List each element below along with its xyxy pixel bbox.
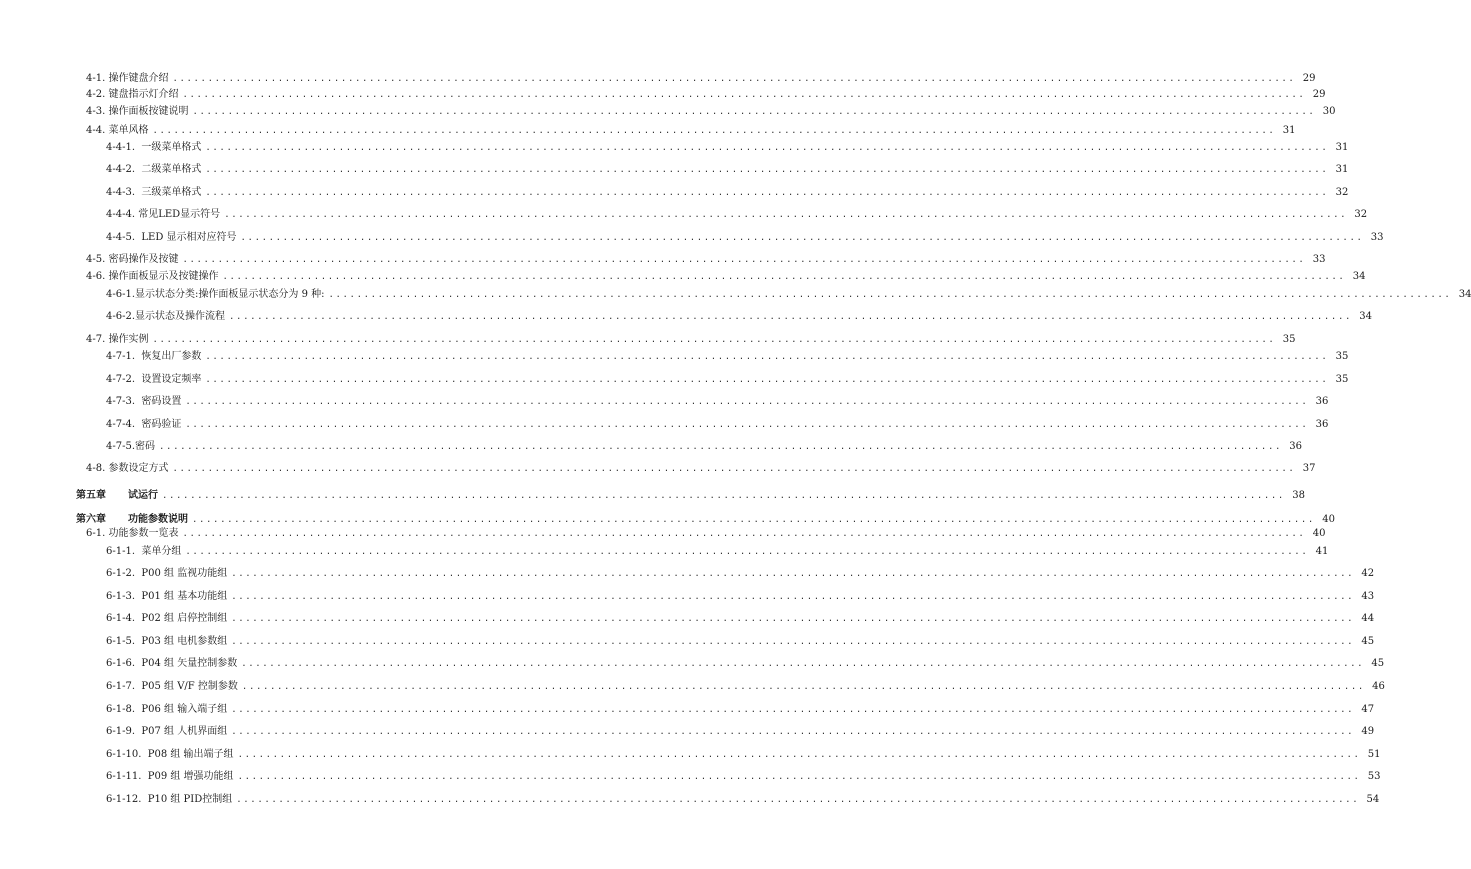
dot-leader: ................................................................................................................................................................: [185, 420, 1309, 430]
dot-leader: ................................................................................................................................................................: [328, 290, 1452, 300]
section-number: 6-1-3.: [106, 591, 136, 602]
dot-leader: ................................................................................................................................................................: [237, 750, 1361, 760]
dot-leader: ................................................................................................................................................................: [241, 659, 1365, 669]
toc-entry[interactable]: [86, 333, 1296, 347]
section-number: 4-4-5.: [106, 232, 136, 243]
section-number: 4-6-2.: [106, 311, 136, 322]
toc-entry-label: [106, 680, 238, 693]
section-title: 操作键盘介绍: [108, 73, 169, 84]
section-number: 6-1-10.: [106, 749, 142, 760]
toc-entry-label: [86, 333, 148, 346]
toc-entry-label: [106, 350, 201, 363]
section-number: 4-7-1.: [106, 351, 136, 362]
toc-entry[interactable]: [106, 440, 1302, 454]
toc-entry[interactable]: [86, 72, 1316, 86]
section-title: P04 组 矢量控制参数: [141, 658, 238, 669]
page-number: 32: [1354, 209, 1368, 220]
page-number: 38: [1292, 490, 1305, 501]
page-number: 30: [1322, 106, 1336, 117]
section-number: 6-1-2.: [106, 568, 136, 579]
section-title: P06 组 输入端子组: [141, 704, 228, 715]
section-number: 6-1-5.: [106, 636, 136, 647]
section-number: 6-1-6.: [106, 658, 136, 669]
section-title: 参数设定方式: [108, 463, 169, 474]
toc-entry[interactable]: [106, 770, 1381, 784]
toc-entry[interactable]: [106, 748, 1381, 762]
toc-entry[interactable]: [86, 88, 1326, 102]
section-number: 6-1-9.: [106, 726, 136, 737]
dot-leader: ................................................................................................................................................................: [172, 74, 1296, 84]
toc-entry[interactable]: [106, 590, 1375, 604]
toc-entry-label: [86, 105, 188, 118]
dot-leader: ................................................................................................................................................................: [224, 210, 1348, 220]
section-title: 菜单风格: [108, 125, 149, 136]
section-title: 密码操作及按键: [108, 254, 179, 265]
toc-entry[interactable]: [106, 395, 1329, 409]
dot-leader: ................................................................................................................................................................: [229, 312, 1352, 322]
dot-leader: ................................................................................................................................................................: [182, 90, 1306, 100]
section-title: 三级菜单格式: [141, 187, 202, 198]
toc-entry[interactable]: [86, 527, 1326, 541]
dot-leader: ................................................................................................................................................................: [205, 143, 1329, 153]
toc-entry-label: [106, 770, 234, 783]
page-number: 31: [1335, 164, 1349, 175]
toc-entry-label: [106, 612, 227, 625]
toc-entry[interactable]: [106, 418, 1329, 432]
section-title: P00 组 监视功能组: [141, 568, 228, 579]
page-number: 29: [1302, 73, 1316, 84]
dot-leader: ................................................................................................................................................................: [222, 272, 1346, 282]
page-number: 43: [1361, 591, 1375, 602]
toc-entry[interactable]: [86, 253, 1326, 267]
dot-leader: ................................................................................................................................................................: [185, 547, 1309, 557]
section-title: 显示状态分类:操作面板显示状态分为 9 种:: [135, 289, 325, 300]
chapter-number: 第六章: [76, 514, 106, 525]
toc-entry-label: [86, 88, 178, 101]
section-title: P08 组 输出端子组: [147, 749, 234, 760]
dot-leader: ................................................................................................................................................................: [172, 464, 1296, 474]
toc-entry[interactable]: [106, 680, 1385, 694]
page-number: 45: [1371, 658, 1385, 669]
page-number: 34: [1458, 289, 1471, 300]
page-number: 40: [1322, 514, 1335, 525]
section-number: 6-1-12.: [106, 794, 142, 805]
toc-entry-label: [106, 163, 201, 176]
section-number: 4-7-3.: [106, 396, 136, 407]
section-number: 4-6.: [86, 271, 106, 282]
toc-entry-label: [86, 270, 218, 283]
section-title: 常见LED显示符号: [138, 209, 221, 220]
toc-entry-label: [106, 545, 181, 558]
section-title: 操作面板显示及按键操作: [108, 271, 219, 282]
section-number: 4-7-5.: [106, 441, 136, 452]
section-title: 操作实例: [108, 334, 149, 345]
section-title: P02 组 启停控制组: [141, 613, 228, 624]
section-number: 6-1-11.: [106, 771, 142, 782]
dot-leader: ................................................................................................................................................................: [205, 165, 1329, 175]
toc-entry[interactable]: [86, 124, 1296, 138]
toc-entry-label: [106, 567, 227, 580]
page-number: 29: [1312, 89, 1326, 100]
section-title: P05 组 V/F 控制参数: [141, 681, 238, 692]
section-number: 4-3.: [86, 106, 106, 117]
toc-entry[interactable]: [106, 186, 1349, 200]
chapter-title: 功能参数说明: [128, 514, 188, 525]
section-title: 设置设定频率: [141, 374, 202, 385]
page-number: 36: [1315, 419, 1329, 430]
page-number: 51: [1367, 749, 1381, 760]
toc-entry-label: [106, 208, 220, 221]
toc-entry[interactable]: [86, 105, 1336, 119]
page-number: 33: [1370, 232, 1384, 243]
toc-entry-label: [86, 124, 148, 137]
section-title: 二级菜单格式: [141, 164, 202, 175]
section-number: 6-1-4.: [106, 613, 136, 624]
toc-entry[interactable]: [106, 703, 1375, 717]
toc-entry[interactable]: [106, 288, 1471, 302]
dot-leader: ................................................................................................................................................................: [162, 491, 1285, 501]
page-number: 40: [1312, 528, 1326, 539]
section-number: 6-1-1.: [106, 546, 136, 557]
section-number: 4-4-3.: [106, 187, 136, 198]
toc-entry-label: [106, 141, 201, 154]
page-number: 42: [1361, 568, 1375, 579]
section-number: 4-4.: [86, 125, 106, 136]
section-title: P07 组 人机界面组: [141, 726, 228, 737]
toc-entry-label: [106, 288, 325, 301]
page-number: 34: [1352, 271, 1366, 282]
section-number: 6-1.: [86, 528, 106, 539]
dot-leader: ................................................................................................................................................................: [231, 569, 1355, 579]
toc-entry-label: [86, 72, 168, 85]
section-title: 密码验证: [141, 419, 182, 430]
page-number: 47: [1361, 704, 1375, 715]
dot-leader: ................................................................................................................................................................: [159, 442, 1282, 452]
section-number: 6-1-8.: [106, 704, 136, 715]
page-number: 36: [1315, 396, 1329, 407]
toc-entry[interactable]: [106, 567, 1375, 581]
chapter-number: 第五章: [76, 490, 106, 501]
page-number: 32: [1335, 187, 1349, 198]
toc-entry-label: [76, 513, 188, 526]
page-number: 46: [1372, 681, 1385, 692]
page-number: 37: [1302, 463, 1316, 474]
section-title: 密码设置: [141, 396, 182, 407]
dot-leader: ................................................................................................................................................................: [182, 255, 1306, 265]
dot-leader: ................................................................................................................................................................: [241, 682, 1365, 692]
dot-leader: ................................................................................................................................................................: [231, 727, 1355, 737]
toc-entry[interactable]: [106, 208, 1368, 222]
section-title: P01 组 基本功能组: [141, 591, 228, 602]
section-title: P03 组 电机参数组: [141, 636, 228, 647]
chapter-title: 试运行: [128, 490, 158, 501]
dot-leader: ................................................................................................................................................................: [192, 107, 1316, 117]
page-number: 31: [1282, 125, 1296, 136]
toc-entry-label: [106, 748, 234, 761]
dot-leader: ................................................................................................................................................................: [192, 515, 1315, 525]
section-number: 4-7-4.: [106, 419, 136, 430]
section-title: 显示状态及操作流程: [135, 311, 226, 322]
toc-entry-label: [86, 253, 178, 266]
toc-entry[interactable]: [106, 657, 1385, 671]
dot-leader: ................................................................................................................................................................: [240, 233, 1364, 243]
toc-entry-label: [106, 703, 227, 716]
section-title: 一级菜单格式: [141, 142, 202, 153]
dot-leader: ................................................................................................................................................................: [205, 375, 1329, 385]
section-title: 功能参数一览表: [108, 528, 179, 539]
dot-leader: ................................................................................................................................................................: [152, 335, 1276, 345]
toc-entry-label: [106, 635, 227, 648]
toc-entry-label: [86, 462, 168, 475]
dot-leader: ................................................................................................................................................................: [185, 397, 1309, 407]
toc-entry[interactable]: [106, 373, 1349, 387]
section-title: 键盘指示灯介绍: [108, 89, 179, 100]
toc-entry[interactable]: [86, 270, 1366, 284]
section-number: 4-4-1.: [106, 142, 136, 153]
page-number: 36: [1289, 441, 1302, 452]
page-number: 49: [1361, 726, 1375, 737]
toc-entry[interactable]: [106, 612, 1375, 626]
section-title: P09 组 增强功能组: [147, 771, 234, 782]
toc-entry-label: [86, 527, 178, 540]
page-number: 45: [1361, 636, 1375, 647]
dot-leader: ................................................................................................................................................................: [182, 529, 1306, 539]
page-number: 54: [1366, 794, 1380, 805]
page-number: 31: [1335, 142, 1349, 153]
toc-entry[interactable]: [76, 513, 1335, 527]
section-number: 4-4-2.: [106, 164, 136, 175]
section-title: 菜单分组: [141, 546, 182, 557]
toc-entry-label: [106, 310, 225, 323]
toc-entry-label: [106, 725, 227, 738]
section-number: 4-7-2.: [106, 374, 136, 385]
toc-entry-label: [106, 395, 181, 408]
dot-leader: ................................................................................................................................................................: [237, 772, 1361, 782]
section-number: 4-8.: [86, 463, 106, 474]
section-number: 4-2.: [86, 89, 106, 100]
dot-leader: ................................................................................................................................................................: [231, 592, 1355, 602]
section-number: 4-1.: [86, 73, 106, 84]
page-number: 44: [1361, 613, 1375, 624]
dot-leader: ................................................................................................................................................................: [152, 126, 1276, 136]
page-number: 35: [1335, 351, 1349, 362]
page-number: 35: [1335, 374, 1349, 385]
section-number: 4-4-4.: [106, 209, 136, 220]
toc-entry[interactable]: [106, 141, 1349, 155]
toc-entry[interactable]: [106, 231, 1384, 245]
page-number: 41: [1315, 546, 1329, 557]
toc-entry[interactable]: [106, 163, 1349, 177]
toc-entry[interactable]: [76, 489, 1305, 503]
section-number: 4-6-1.: [106, 289, 136, 300]
page-number: 33: [1312, 254, 1326, 265]
section-number: 4-7.: [86, 334, 106, 345]
toc-entry[interactable]: [106, 635, 1375, 649]
toc-entry-label: [106, 590, 227, 603]
toc-entry[interactable]: [106, 725, 1375, 739]
dot-leader: ................................................................................................................................................................: [236, 795, 1360, 805]
toc-entry-label: [76, 489, 158, 502]
dot-leader: ................................................................................................................................................................: [231, 637, 1355, 647]
page-number: 53: [1367, 771, 1381, 782]
section-number: 4-5.: [86, 254, 106, 265]
toc-entry-label: [106, 793, 232, 806]
toc-entry-label: [106, 440, 155, 453]
dot-leader: ................................................................................................................................................................: [205, 352, 1329, 362]
dot-leader: ................................................................................................................................................................: [231, 705, 1355, 715]
page-number: 35: [1282, 334, 1296, 345]
toc-entry[interactable]: [106, 545, 1329, 559]
dot-leader: ................................................................................................................................................................: [205, 188, 1329, 198]
toc-entry-label: [106, 418, 181, 431]
toc-entry[interactable]: [106, 350, 1349, 364]
toc-entry[interactable]: [106, 793, 1380, 807]
toc-entry-label: [106, 373, 201, 386]
toc-entry-label: [106, 657, 237, 670]
section-title: 操作面板按键说明: [108, 106, 189, 117]
section-title: P10 组 PID控制组: [147, 794, 233, 805]
toc-entry[interactable]: [86, 462, 1316, 476]
section-title: LED 显示相对应符号: [141, 232, 237, 243]
dot-leader: ................................................................................................................................................................: [231, 614, 1355, 624]
toc-entry[interactable]: [106, 310, 1372, 324]
section-number: 6-1-7.: [106, 681, 136, 692]
page-number: 34: [1359, 311, 1372, 322]
toc-entry-label: [106, 231, 237, 244]
section-title: 密码: [135, 441, 156, 452]
section-title: 恢复出厂参数: [141, 351, 202, 362]
toc-entry-label: [106, 186, 201, 199]
